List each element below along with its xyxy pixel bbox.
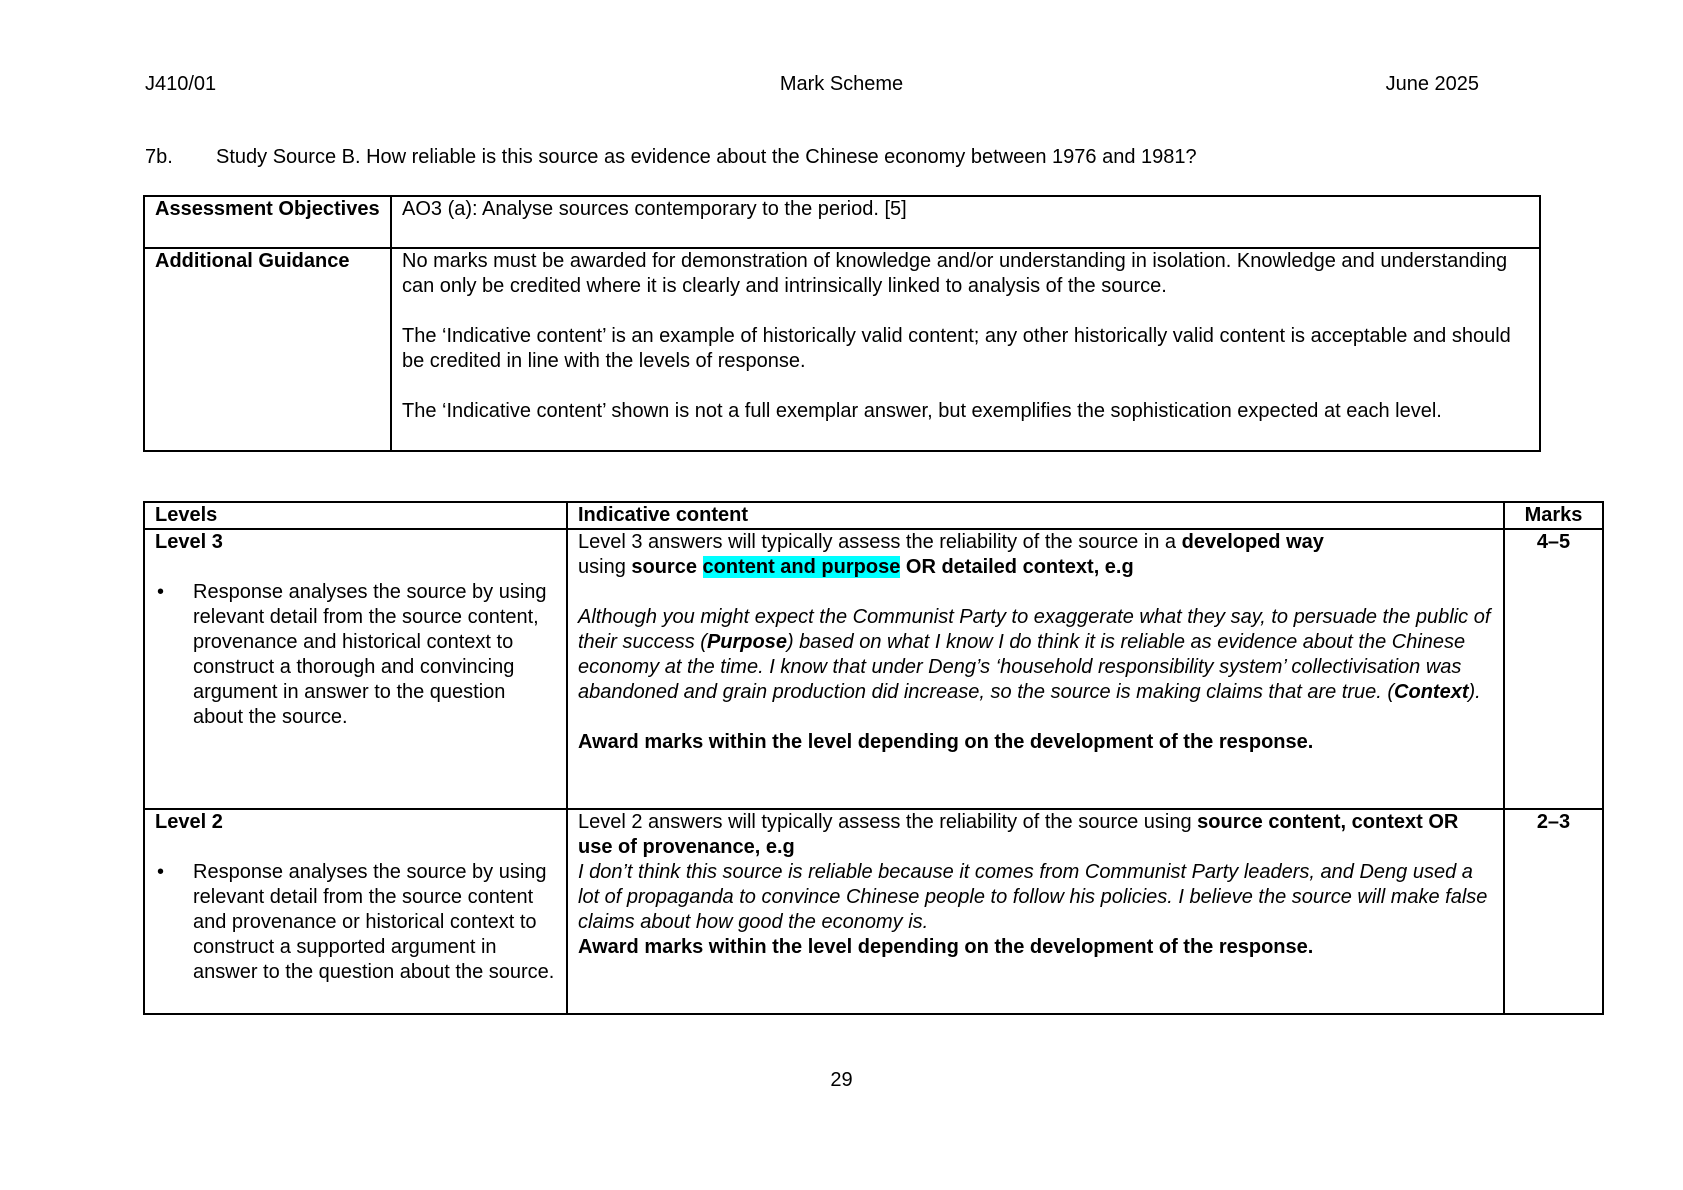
level-3-example: Although you might expect the Communist Party to exaggerate what they say, to persuade the public of their success (Purpose) based on what I know I do think it is reliable as evidence about the Chinese economy at the time. I know that under Deng’s ‘household responsibility system’ collectivisation was abandoned and grain production did increase, so the source is making claims that are true. (Context). bbox=[578, 606, 1491, 703]
document-date: June 2025 bbox=[1385, 73, 1479, 95]
guidance-paragraph: The ‘Indicative content’ is an example of historically valid content; any other historically valid content is acceptable and should be credited in line with the levels of response. bbox=[402, 325, 1511, 372]
level-2-row bbox=[144, 809, 1603, 1014]
highlighted-text: content and purpose bbox=[702, 556, 901, 578]
level-2-bullet: • Response analyses the source by using relevant detail from the source content and provenance or historical context to construct a supported argument in answer to the question about the source. bbox=[155, 860, 556, 985]
intro-text: Level 2 answers will typically assess the reliability of the source using bbox=[578, 811, 1198, 833]
page-number: 29 bbox=[830, 1069, 853, 1091]
level-2-award: Award marks within the level depending on the development of the response. bbox=[578, 936, 1314, 958]
level-3-title: Level 3 bbox=[155, 531, 223, 553]
intro-bold: source bbox=[631, 556, 703, 578]
guidance-text bbox=[391, 248, 1540, 451]
level-3-descriptor bbox=[144, 529, 567, 809]
marks-header: Marks bbox=[1504, 502, 1603, 529]
level-3-bullet: • Response analyses the source by using relevant detail from the source content, provenance and historical context to construct a thorough and convincing argument in answer to the question about the source. bbox=[155, 580, 556, 730]
level-2-marks: 2–3 bbox=[1504, 809, 1603, 1014]
guidance-row bbox=[144, 248, 1540, 451]
ao-row bbox=[144, 196, 1540, 248]
levels-header: Levels bbox=[144, 502, 567, 529]
intro-text: using bbox=[578, 556, 632, 578]
ao-label: Assessment Objectives bbox=[144, 196, 391, 248]
guidance-paragraph: The ‘Indicative content’ shown is not a full exemplar answer, but exemplifies the sophistication expected at each level. bbox=[402, 400, 1442, 422]
intro-bold: OR detailed context, e.g bbox=[900, 556, 1134, 578]
levels-header-row bbox=[144, 502, 1603, 529]
document-code: J410/01 bbox=[145, 73, 217, 95]
level-2-content bbox=[567, 809, 1504, 1014]
level-2-descriptor bbox=[144, 809, 567, 1014]
question-number: 7b. bbox=[145, 146, 173, 168]
level-2-title: Level 2 bbox=[155, 811, 223, 833]
level-3-marks: 4–5 bbox=[1504, 529, 1603, 809]
guidance-table bbox=[143, 195, 1541, 452]
content-header: Indicative content bbox=[567, 502, 1504, 529]
levels-table bbox=[143, 501, 1604, 1015]
intro-bold: source content, context OR use of provenance, e.g bbox=[578, 811, 1459, 858]
document-title: Mark Scheme bbox=[779, 73, 904, 95]
guidance-paragraph: No marks must be awarded for demonstration of knowledge and/or understanding in isolation. Knowledge and understanding can only be credited where it is clearly and intrinsically linked to analysis of the source. bbox=[402, 250, 1508, 297]
level-3-content bbox=[567, 529, 1504, 809]
level-3-row bbox=[144, 529, 1603, 809]
ao-text: AO3 (a): Analyse sources contemporary to the period. [5] bbox=[391, 196, 1540, 248]
level-3-award: Award marks within the level depending on the development of the response. bbox=[578, 731, 1314, 753]
guidance-label: Additional Guidance bbox=[144, 248, 391, 451]
question-text: Study Source B. How reliable is this source as evidence about the Chinese economy between 1976 and 1981? bbox=[216, 146, 1197, 168]
intro-text: Level 3 answers will typically assess the reliability of the source in a bbox=[578, 531, 1182, 553]
level-2-example: I don’t think this source is reliable because it comes from Communist Party leaders, and Deng used a lot of propaganda to convince Chinese people to follow his policies. I believe the source will make false claims about how good the economy is. bbox=[578, 861, 1488, 933]
intro-bold: developed way bbox=[1181, 531, 1324, 553]
